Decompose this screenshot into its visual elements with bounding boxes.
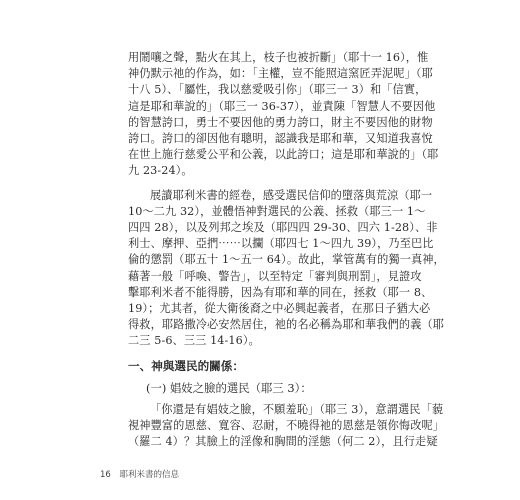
text-line: 四四 28），以及列邦之埃及（耶四四 29-30、四六 1-28）、非 [128, 221, 438, 235]
text-line: 展讀耶利米書的經卷，感受選民信仰的墮落與荒涼（耶一 [150, 188, 433, 202]
text-line: 神仍默示祂的作為，如：「主權，豈不能照這窯匠弄泥呢」（耶 [128, 67, 433, 81]
page-number: 16 [100, 470, 111, 480]
text-line: 利士、摩押、亞捫⋯⋯以攔（耶四七 1～四九 39），乃至巴比 [128, 237, 434, 251]
text-line: 十八 5）、「屬性，我以慈愛吸引你」（耶三一 3）和「信實， [128, 83, 427, 97]
text-line: （羅二 4）？其臉上的淫像和胸間的淫態（何二 2），且行走疑 [128, 435, 438, 449]
body-text [128, 50, 445, 450]
page-footer [100, 468, 179, 480]
text-line: 「你還是有娼妓之臉，不願羞恥」（耶三 3），意謂選民「藐 [150, 402, 444, 416]
text-line: 這是耶和華說的」（耶三一 36-37），並責陳「智慧人不要因他 [128, 99, 436, 113]
text-line: 得救，耶路撒冷必安然居住，祂的名必稱為耶和華我們的義（耶 [128, 318, 445, 332]
text-line: 用鬧嚷之聲，點火在其上，枝子也被折斷」（耶十一 16），惟 [128, 51, 429, 64]
paragraph-3 [128, 402, 445, 451]
text-line: 10～二九 32），並體悟神對選民的公義、拯救（耶三一 1～ [128, 204, 426, 218]
text-line: 二三 5-6、三三 14-16）。 [128, 334, 260, 348]
text-line: 藉著一般「呼喚、警告」，以至特定「審判與刑罰」，見證攻 [128, 269, 422, 283]
text-line: 視神豐富的恩慈、寬容、忍耐，不曉得祂的恩慈是領你悔改呢」 [128, 418, 445, 432]
text-line: 在世上施行慈愛公平和公義，以此誇口；這是耶和華說的」（耶 [128, 148, 439, 162]
text-line: 倫的懲罰（耶五十 1～五一 64）。故此，掌管萬有的獨一真神， [128, 253, 445, 267]
text-line: 誇口。誇口的卻因他有聰明，認識我是耶和華，又知道我喜悅 [128, 132, 433, 146]
text-line: 的智慧誇口，勇士不要因他的勇力誇口，財主不要因他的財物 [128, 115, 433, 129]
text-line: 九 23-24）。 [128, 164, 193, 178]
text-line: 擊耶利米者不能得勝，因為有耶和華的同在，拯救（耶一 8、 [128, 285, 433, 299]
paragraph-spacer [128, 350, 410, 358]
section-heading: 一、神與選民的關係： [128, 358, 244, 373]
text-line: 19）；尤其者，從大衛後裔之中必興起義者，在那日子猶大必 [128, 302, 431, 316]
paragraph-spacer [128, 180, 410, 188]
paragraph-1 [128, 50, 439, 180]
running-title: 耶利米書的信息 [119, 470, 180, 480]
paragraph-2 [128, 188, 445, 350]
subsection-heading: (一) 娼妓之臉的選民（耶三 3）： [146, 380, 312, 395]
